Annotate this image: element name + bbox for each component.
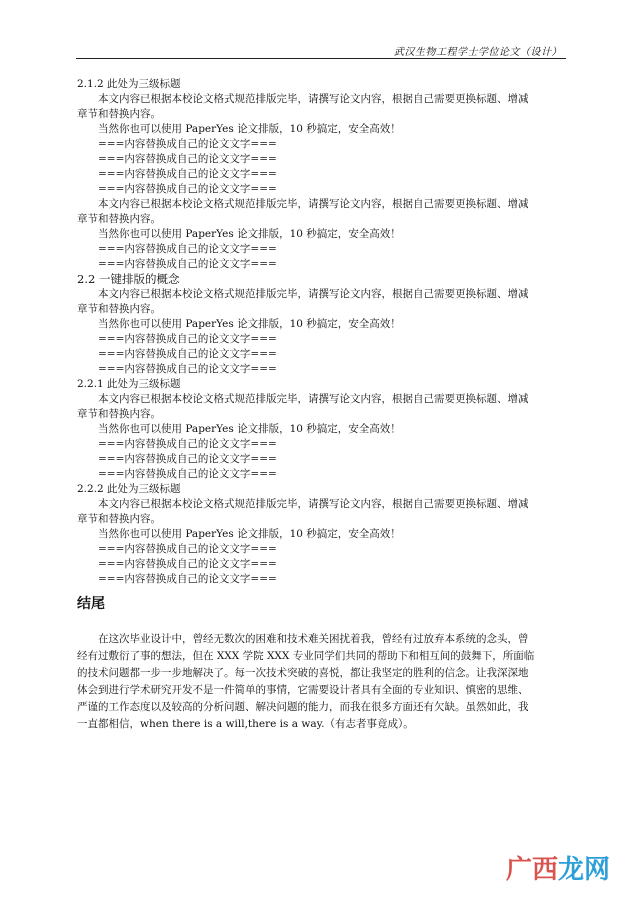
paragraph-line: 当然你也可以使用 PaperYes 论文排版，10 秒搞定，安全高效！ — [98, 528, 401, 540]
paragraph-line: 章节和替换内容。 — [77, 513, 161, 525]
paragraph-line: ===内容替换成自己的论文文字=== — [98, 258, 277, 270]
paragraph-line: 本文内容已根据本校论文格式规范排版完毕，请撰写论文内容，根据自己需要更换标题、增减 — [98, 93, 529, 105]
paragraph-line: 本文内容已根据本校论文格式规范排版完毕，请撰写论文内容，根据自己需要更换标题、增减 — [98, 288, 529, 300]
watermark-part-a: 广西 — [505, 855, 558, 885]
paragraph-line: ===内容替换成自己的论文文字=== — [98, 573, 277, 585]
paragraph-line: ===内容替换成自己的论文文字=== — [98, 348, 277, 360]
paragraph-line: 严谨的工作态度以及较高的分析问题、解决问题的能力，而我在很多方面还有欠缺。虽然如此，我 — [77, 701, 529, 713]
paragraph-line: 当然你也可以使用 PaperYes 论文排版，10 秒搞定，安全高效！ — [98, 228, 401, 240]
paragraph-line: ===内容替换成自己的论文文字=== — [98, 138, 277, 150]
subsection-heading: 2.2.1 此处为三级标题 — [77, 378, 181, 390]
paragraph-line: 当然你也可以使用 PaperYes 论文排版，10 秒搞定，安全高效！ — [98, 123, 401, 135]
paragraph-line: ===内容替换成自己的论文文字=== — [98, 453, 277, 465]
paragraph-line: 章节和替换内容。 — [77, 108, 161, 120]
paragraph-line: 当然你也可以使用 PaperYes 论文排版，10 秒搞定，安全高效！ — [98, 423, 401, 435]
subsection-heading: 2.2.2 此处为三级标题 — [77, 483, 181, 495]
paragraph-line: ===内容替换成自己的论文文字=== — [98, 153, 277, 165]
watermark-part-b: 龙网 — [557, 855, 610, 885]
paragraph-line: 一直都相信，when there is a will,there is a way.（有志者事竟成）。 — [77, 718, 414, 730]
paragraph-line: 本文内容已根据本校论文格式规范排版完毕，请撰写论文内容，根据自己需要更换标题、增减 — [98, 498, 529, 510]
paragraph-line: 本文内容已根据本校论文格式规范排版完毕，请撰写论文内容，根据自己需要更换标题、增减 — [98, 393, 529, 405]
body-text — [77, 77, 567, 587]
header-title: 武汉生物工程学士学位论文（设计） — [394, 47, 562, 58]
paragraph-line: 章节和替换内容。 — [77, 303, 161, 315]
paragraph-line: ===内容替换成自己的论文文字=== — [98, 363, 277, 375]
conclusion-heading: 结尾 — [77, 596, 105, 612]
paragraph-line: 的技术问题都一步一步地解决了。每一次技术突破的喜悦，都让我坚定的胜利的信念。让我深深地 — [77, 667, 529, 679]
paragraph-line: 当然你也可以使用 PaperYes 论文排版，10 秒搞定，安全高效！ — [98, 318, 401, 330]
paragraph-line: ===内容替换成自己的论文文字=== — [98, 183, 277, 195]
paragraph-line: ===内容替换成自己的论文文字=== — [98, 543, 277, 555]
watermark-logo — [506, 849, 610, 886]
paragraph-line: ===内容替换成自己的论文文字=== — [98, 438, 277, 450]
paragraph-line: ===内容替换成自己的论文文字=== — [98, 333, 277, 345]
paragraph-line: ===内容替换成自己的论文文字=== — [98, 468, 277, 480]
paragraph-line: ===内容替换成自己的论文文字=== — [98, 558, 277, 570]
section-heading: 2.2 一键排版的概念 — [77, 272, 180, 286]
paragraph-line: ===内容替换成自己的论文文字=== — [98, 168, 277, 180]
page-header — [76, 40, 566, 59]
paragraph-line: 章节和替换内容。 — [77, 213, 161, 225]
paragraph-line: 本文内容已根据本校论文格式规范排版完毕，请撰写论文内容，根据自己需要更换标题、增减 — [98, 198, 529, 210]
paragraph-line: 章节和替换内容。 — [77, 408, 161, 420]
paragraph-line: 体会到进行学术研究开发不是一件简单的事情，它需要设计者具有全面的专业知识、慎密的思维、 — [77, 684, 529, 696]
paragraph-line: 在这次毕业设计中，曾经无数次的困难和技术难关困扰着我，曾经有过放弃本系统的念头，曾 — [98, 633, 529, 645]
paragraph-line: ===内容替换成自己的论文文字=== — [98, 243, 277, 255]
paragraph-line: 经有过敷衍了事的想法，但在 XXX 学院 XXX 专业同学们共同的帮助下和相互间的鼓舞下，所面临 — [77, 650, 535, 662]
subsection-heading: 2.1.2 此处为三级标题 — [77, 78, 181, 90]
conclusion-text — [77, 631, 567, 733]
